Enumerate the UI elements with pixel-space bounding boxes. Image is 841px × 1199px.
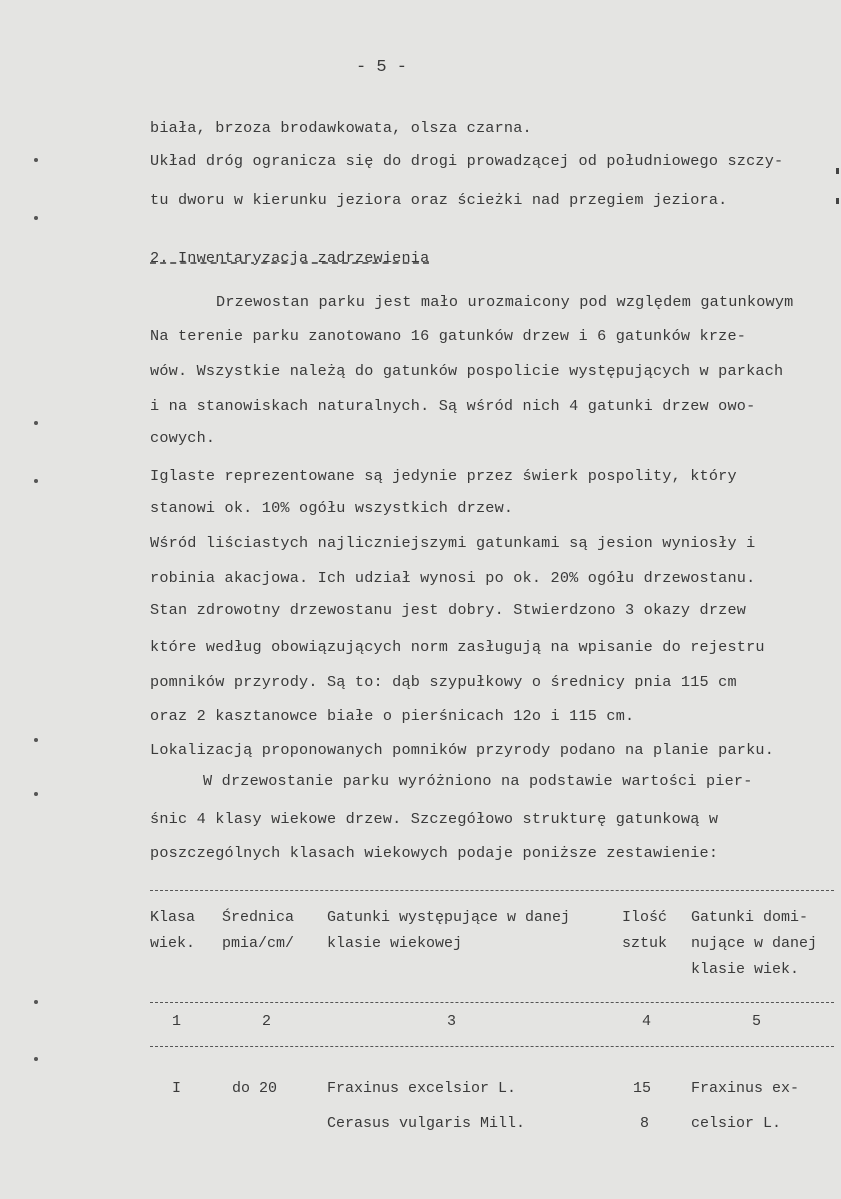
- edge-mark: [836, 168, 839, 174]
- table-rule-numbers: [150, 1046, 834, 1047]
- text-line: wów. Wszystkie należą do gatunków pospolicie występujących w parkach: [150, 362, 784, 380]
- text-line: pomników przyrody. Są to: dąb szypułkowy o średnicy pnia 115 cm: [150, 673, 737, 691]
- text-line: Wśród liściastych najliczniejszymi gatunkami są jesion wyniosły i: [150, 534, 756, 552]
- header-srednica-1: Średnica: [222, 909, 295, 926]
- text-line: W drzewostanie parku wyróżniono na podstawie wartości pier-: [203, 772, 753, 790]
- header-dominujace-1: Gatunki domi-: [691, 909, 809, 926]
- text-line: Iglaste reprezentowane są jedynie przez świerk pospolity, który: [150, 467, 737, 485]
- margin-dot: [34, 479, 38, 483]
- text-line: Układ dróg ogranicza się do drogi prowadzącej od południowego szczy-: [150, 152, 784, 170]
- text-line: oraz 2 kasztanowce białe o pierśnicach 12o i 115 cm.: [150, 707, 635, 725]
- row-gatunek: Fraxinus excelsior L.: [327, 1080, 517, 1097]
- page-number: - 5 -: [356, 58, 408, 77]
- margin-dot: [34, 421, 38, 425]
- header-srednica-2: pmia/cm/: [222, 935, 295, 952]
- text-line: i na stanowiskach naturalnych. Są wśród nich 4 gatunki drzew owo-: [150, 397, 756, 415]
- text-line: Na terenie parku zanotowano 16 gatunków drzew i 6 gatunków krze-: [150, 327, 747, 345]
- header-dominujace-2: nujące w danej: [691, 935, 818, 952]
- row-ilosc: 15: [633, 1080, 652, 1097]
- edge-mark: [836, 198, 839, 204]
- margin-dot: [34, 1000, 38, 1004]
- text-line: śnic 4 klasy wiekowe drzew. Szczegółowo strukturę gatunkową w: [150, 810, 719, 828]
- row-gatunek: Cerasus vulgaris Mill.: [327, 1115, 526, 1132]
- text-line: cowych.: [150, 429, 216, 447]
- table-rule-header: [150, 1002, 834, 1003]
- row-srednica: do 20: [232, 1080, 278, 1097]
- header-klasa-1: Klasa: [150, 909, 196, 926]
- column-number: 5: [752, 1013, 762, 1030]
- header-gatunki-2: klasie wiekowej: [327, 935, 463, 952]
- header-klasa-2: wiek.: [150, 935, 196, 952]
- header-gatunki-1: Gatunki występujące w danej: [327, 909, 571, 926]
- section-heading: 2. Inwentaryzacja zadrzewienia: [150, 249, 430, 267]
- table-rule-top: [150, 890, 834, 891]
- row-dominujace: Fraxinus ex-: [691, 1080, 800, 1097]
- margin-dot: [34, 792, 38, 796]
- text-line: Stan zdrowotny drzewostanu jest dobry. Stwierdzono 3 okazy drzew: [150, 601, 747, 619]
- text-line: Lokalizacją proponowanych pomników przyrody podano na planie parku.: [150, 741, 775, 759]
- row-ilosc: 8: [640, 1115, 650, 1132]
- margin-dot: [34, 158, 38, 162]
- text-line: tu dworu w kierunku jeziora oraz ścieżki nad przegiem jeziora.: [150, 191, 728, 209]
- row-klasa: I: [172, 1080, 182, 1097]
- column-number: 1: [172, 1013, 182, 1030]
- column-number: 2: [262, 1013, 272, 1030]
- margin-dot: [34, 1057, 38, 1061]
- text-line: robinia akacjowa. Ich udział wynosi po ok. 20% ogółu drzewostanu.: [150, 569, 756, 587]
- text-line: biała, brzoza brodawkowata, olsza czarna.: [150, 119, 532, 137]
- text-line: które według obowiązujących norm zasługują na wpisanie do rejestru: [150, 638, 765, 656]
- column-number: 4: [642, 1013, 652, 1030]
- header-dominujace-3: klasie wiek.: [691, 961, 800, 978]
- text-line: poszczególnych klasach wiekowych podaje poniższe zestawienie:: [150, 844, 719, 862]
- text-line: Drzewostan parku jest mało urozmaicony pod względem gatunkowym: [216, 293, 794, 311]
- column-number: 3: [447, 1013, 457, 1030]
- margin-dot: [34, 738, 38, 742]
- row-dominujace: celsior L.: [691, 1115, 782, 1132]
- header-ilosc-1: Ilość: [622, 909, 668, 926]
- margin-dot: [34, 216, 38, 220]
- header-ilosc-2: sztuk: [622, 935, 668, 952]
- text-line: stanowi ok. 10% ogółu wszystkich drzew.: [150, 499, 514, 517]
